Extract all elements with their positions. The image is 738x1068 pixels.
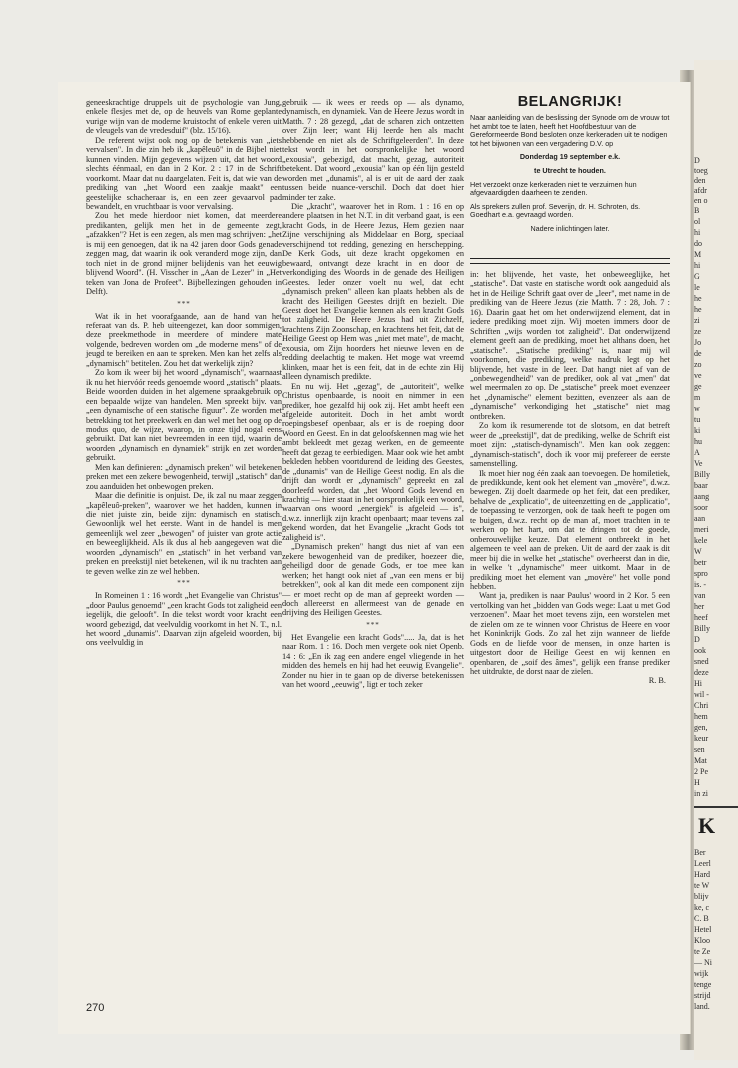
adjacent-page-text-fragment: C. B (694, 914, 709, 923)
adjacent-page-text-fragment: hi (694, 228, 701, 237)
adjacent-page-text-fragment: Leerl (694, 859, 711, 868)
adjacent-page-text-fragment: Jo (694, 338, 702, 347)
section-separator: *** (177, 579, 191, 588)
adjacent-page-text-fragment: sned (694, 657, 709, 666)
paragraph: Zo kom ik resumerende tot de slotsom, en dat betreft weer de „preekstijl", dat de prediking, welke de Schrift eist moet zijn: „statisch-dynamisch". Men kan ook zeggen: „dynamisch-statisch", doch ik voor mij prefereer de eerste samenstelling. (470, 421, 670, 469)
announcement-place: te Utrecht te houden. (534, 165, 606, 175)
adjacent-page-text-fragment: te Ze (694, 947, 711, 956)
adjacent-page-text-fragment: hi (694, 261, 701, 270)
adjacent-page-text-fragment: ge (694, 382, 702, 391)
adjacent-page-text-fragment: D (694, 156, 700, 165)
adjacent-page-text-fragment: w (694, 404, 700, 413)
adjacent-page-text-fragment: ki (694, 426, 701, 435)
announcement-date: Donderdag 19 september e.k. (519, 152, 621, 162)
adjacent-page-text-fragment: betr (694, 558, 707, 567)
adjacent-page-text-fragment: Ve (694, 459, 703, 468)
adjacent-page-text-fragment: ol (694, 217, 701, 226)
paragraph: Het Evangelie een kracht Gods"..... Ja, dat is het naar Rom. 1 : 16. Doch men vergete ook niet Openb. 14 : 6: „En ik zag een andere engel vliegende in het midden des hemels en hij had het eeuwig Evangelie". Zonder nu hier in te gaan op de diverse betekenissen van het woord „eeuwig", ligt er toch zeker (282, 632, 464, 690)
adjacent-page-text-fragment: meri (694, 525, 709, 534)
adjacent-page-text-fragment: do (694, 239, 702, 248)
paragraph: In Romeinen 1 : 16 wordt „het Evangelie van Christus" „door Paulus genoemd" „een kracht Gods tot zaligheid een iegelijk, die gelooft". In die tekst wordt voor kracht een woord gebezigd, dat veelvuldig voorkomt in het N. T., n.l. het woord „dunamis". Daarvan zijn afgeleid woorden, bij ons veelvuldig in (86, 591, 282, 648)
adjacent-page-text-fragment: tenge (694, 980, 712, 989)
announcement-text: Naar aanleiding van de beslissing der Synode om de vrouw tot het ambt toe te laten, heeft het Hoofdbestuur van de Gereformeerde Bond besloten onze kerkeraden uit te nodigen tot het bijwonen van een vergadering D.V. op (470, 113, 670, 148)
text-column-2 (282, 98, 464, 690)
adjacent-page-text-fragment: le (694, 283, 700, 292)
adjacent-page-text-fragment: Ber (694, 848, 706, 857)
adjacent-page-text-fragment: H (694, 778, 700, 787)
section-separator: *** (177, 299, 191, 308)
adjacent-page-text-fragment: toeg (694, 166, 708, 175)
adjacent-page-text-fragment: en o (694, 196, 708, 205)
adjacent-page-text-fragment: kele (694, 536, 708, 545)
adjacent-page-text-fragment: soor (694, 503, 708, 512)
adjacent-page-text-fragment: te W (694, 881, 710, 890)
adjacent-page-text-fragment: hu (694, 437, 702, 446)
adjacent-page-text-fragment: sen (694, 745, 705, 754)
paragraph: Zo kom ik weer bij het woord „dynamisch", waarnaast ik nu het hiervóór reeds genoemde woord „statisch" plaats. Beide woorden duiden in het algemene spraakgebruik op een bepaalde wijze van handelen. Men spreekt bijv. van „een dynamische of een statische figuur". Ze worden met betrekking tot het preekwerk en dan wel met het oog op de modus quo, de wijze, waarop, in onze tijd nogal eens gebruikt. Dat kan niet bevreemden in een tijd, waarin de woorden „dynamisch en dynamiek" strijk en zet worden gebruikt. (86, 368, 282, 463)
adjacent-page-text-fragment: aan (694, 514, 706, 523)
adjacent-page-text-fragment: he (694, 305, 702, 314)
text-column-1 (86, 98, 282, 648)
adjacent-page-text-fragment: zo (694, 360, 702, 369)
announcement-title: BELANGRIJK! (517, 94, 623, 110)
adjacent-page-text-fragment: — Ni (694, 958, 712, 967)
paragraph: Maar die definitie is onjuist. De, ik zal nu maar zeggen „kapêleuô-preken", waarover we het hadden, kunnen in die niet juiste zin, beide zijn: dynamisch en statisch. Gewoonlijk wel het eerste. Want in de handel is men gemeenlijk wel zeer „bewogen" of juister van grote actie en beweeglijkheid. Als ik dus al heb aangegeven wat die woorden „dynamisch" en „statisch" in het verband van preken en preekstijl niet betekenen, wil ik nu trachten aan te geven welke zin ze wel hebben. (86, 491, 282, 576)
adjacent-page-text-fragment: Hi (694, 679, 702, 688)
announcement-box (470, 94, 670, 234)
adjacent-page-text-fragment: hem (694, 712, 708, 721)
adjacent-page-text-fragment: de (694, 349, 702, 358)
adjacent-page-text-fragment: Chri (694, 701, 709, 710)
adjacent-page-text-fragment: keur (694, 734, 709, 743)
announcement-speakers: Als sprekers zullen prof. Severijn, dr. H. Schroten, ds. Goedhart e.a. gevraagd worden. (470, 201, 641, 220)
section-separator: *** (366, 620, 380, 629)
adjacent-page-text-fragment: ze (694, 327, 702, 336)
adjacent-page-text-fragment: is. - (694, 580, 706, 589)
adjacent-page-text-fragment: in zi (694, 789, 708, 798)
adjacent-page-text-fragment: m (694, 393, 701, 402)
paragraph: Want ja, prediken is naar Paulus' woord in 2 Kor. 5 een vertolking van het „bidden van Gods wege: Laat u met God verzoenen". Maar het moet tevens zijn, een worstelen met de zielen om ze te winnen voor Christus de Heere en voor het Koninkrijk Gods. Zo zal het zijn wanneer de liefde Gods en de liefde voor de mensen, in onze harten is uitgestort door de Heilige Geest en wij kennen en openbaren, de „soif des âmes", gelijk een franse prediker het uitdrukte, de dorst naar de zielen. (470, 591, 670, 677)
page-number: 270 (86, 1002, 105, 1014)
adjacent-page-text-fragment: B (694, 206, 700, 215)
adjacent-page-text-fragment: spro (694, 569, 708, 578)
adjacent-page-text-fragment: van (694, 591, 706, 600)
adjacent-page-text-fragment: W (694, 547, 702, 556)
paragraph: Die „kracht", waarover het in Rom. 1 : 16 en op andere plaatsen in het N.T. in dit verband gaat, is een kracht Gods, in de Heere Jezus, Hem gezien naar Zijne verschijning als Middelaar en Borg, speciaal verschijnend tot redding, genezing en herschepping. De Kerk Gods, uit deze kracht opgekomen en bewaard, ontvangt deze kracht in en door de verkondiging des Woords in de genade des Heiligen Geestes. Ieder onzer voelt nu wel, dat echt „dynamisch preken" alleen kan plaats hebben als de kracht des Heiligen Geestes drijft en bezielt. Die Geest doet het Evangelie kennen als een kracht Gods tot zaligheid. De Heere Jezus had uit Zichzelf, krachtens Zijn Zoonschap, en krachtens het feit, dat de Heilige Geest op Hem was „niet met mate", de macht, exousia, om Zijn hoorders het nieuwe leven en de redding deelachtig te maken. Het moge wat vreemd klinken, maar het is een feit, dat in de echte zin Hij alleen dynamisch predikte. (282, 201, 464, 382)
adjacent-page-text-fragment: aang (694, 492, 710, 501)
paragraph: Wat ik in het voorafgaande, aan de hand van het referaat van ds. P. heb uiteengezet, kan door sommigen, deze preekmethode in meerdere of mindere mate volgende, bedreven worden om „de moderne mens" of de jeugd te bereiken en aan te spreken. Men kan het zelfs als „dynamisch" betitelen. Zou het dat werkelijk zijn? (86, 311, 282, 368)
paragraph: De referent wijst ook nog op de betekenis van „iets vervalsen". In die zin heb ik „kapêleuô" in de Bijbel niet kunnen vinden. Mijn gegevens wijzen uit, dat het woord slechts éénmaal, en dan in 2 Kor. 2 : 17 in de Schrift voorkomt. Maar dat nu daargelaten. Feit is, dat wie van de prediking van „het Woord een zaakje maakt" een geestelijke schacheraar is, en een zeer gevaarvol pad bewandelt, en vruchtbaar is voor vervalsing. (86, 135, 282, 211)
adjacent-page-text-fragment: zi (694, 316, 700, 325)
adjacent-page-heading-fragment: K (698, 813, 716, 838)
author-signature: R. B. (648, 676, 666, 686)
adjacent-page-text-fragment: Hard (694, 870, 710, 879)
adjacent-page-text-fragment: Billy (694, 624, 711, 633)
announcement-text: Het verzoekt onze kerkeraden niet te verzuimen hun afgevaardigden daarheen te zenden. (470, 179, 637, 198)
announcement-footer: Nadere inlichtingen later. (530, 223, 610, 233)
adjacent-page-text-fragment: afdr (694, 186, 707, 195)
paragraph: En nu wij. Het „gezag", de „autoriteit", welke Christus openbaarde, is nooit en nimmer in een prediker, hoe gezalfd hij ook zij. Het ambt heeft een afgeleide autoriteit. Doch in het ambt wordt roepingsbesef openbaar, als er is de roeping door Woord en Geest. En in dat geloofskennen mag wie het ambt bekleedt met gezag werken, en de gemeente heeft dat gezag te eerbiedigen. Maar ook wie het ambt bekleden hebben voortdurend de leiding des Geestes, de „dunamis" van de Heilige Geest nodig. En als die drijft dan wordt er „dynamisch" gepreekt en zal doorleefd worden, dat „het Woord Gods levend en krachtig — hier staat in het oorspronkelijk een woord, waarvan ons woord „energiek" is afgeleid — is", d.w.z. innerlijk zijn kracht openbaart; maar tevens zal gekend worden, dat het Evangelie „kracht Gods tot zaligheid is". (282, 381, 464, 542)
adjacent-page-text-fragment: baar (694, 481, 708, 490)
adjacent-page-text-fragment: tu (694, 415, 701, 424)
adjacent-page-text-fragment: Billy (694, 470, 711, 479)
adjacent-page-text-fragment: land. (694, 1002, 710, 1011)
adjacent-page-text-fragment: ke, c (694, 903, 710, 912)
adjacent-page-text-fragment: D (694, 635, 700, 644)
adjacent-page-text-fragment: ook (694, 646, 706, 655)
adjacent-page-text-fragment: A (694, 448, 700, 457)
adjacent-page-text-fragment: gen, (694, 723, 708, 732)
adjacent-page-text-fragment: strijd (694, 991, 711, 1000)
adjacent-page-rule (694, 806, 738, 808)
paragraph: „Dynamisch preken" hangt dus niet af van een zekere bewogenheid van de prediker, hoezeer die, geheiligd door de genade Gods, er toe mee kan werken; het hangt ook niet af „van een mens er bij betrekken", ook al kan dit mede een component zijn — er moet recht op de man af gepreekt worden — doch allereerst en allermeest van de genade en drijving des Heiligen Geestes. (282, 542, 464, 618)
paragraph: Men kan definieren: „dynamisch preken" wil betekenen preken met een zekere bewogenheid, terwijl „statisch" dan zou aanduiden het onbewogen preken. (86, 462, 282, 491)
adjacent-page-text-fragment: G (694, 272, 700, 281)
adjacent-page-text-fragment: wijk (694, 969, 709, 978)
adjacent-page-text-fragment: deze (694, 668, 709, 677)
adjacent-page-text-fragment: M (694, 250, 702, 259)
adjacent-page-text-fragment: wil - (694, 690, 709, 699)
adjacent-page-text-fragment: he (694, 294, 702, 303)
adjacent-page-text-fragment: Mat (694, 756, 707, 765)
paragraph: Zou het mede hierdoor niet komen, dat meerdere predikanten, gelijk men het in de gemeente zegt, „afzakken"? Het is een zegen, als men mag schrijven: „het is mij een genoegen, dat ik na 42 jaren door Gods genade zeggen mag, dat waarin ik ook veranderd moge zijn, dan toch niet in de grond mijner belijdenis van het eeuwig blijvend Woord". (H. Visscher in „Aan de Lezer" in „Het teken van Jona de Profeet". Bijbellezingen gehouden in Delft). (86, 211, 282, 297)
paragraph: in: het blijvende, het vaste, het onbeweeglijke, het „statische". Dat vaste en statische wordt ook aangeduid als het in de Heilige Schrift gaat over de „leer", met name in de prediking van de Heere Jezus (zie Matth. 7 : 28, Joh. 7 : 16). Daarin gaat het om het onderwijzend element, dat in iedere prediking moet zijn. Wij moeten immers door de Schriften „wijs worden tot zaligheid". Dat onderwijzend element geeft aan de prediking, moet het althans doen, het „statische". „Statische prediking" is, naar mij wil voorkomen, die prediking, welke nadruk legt op het blijvende, het vaste in de leer. Dat hangt niet af van de „onbewegendheid" van de prediker, ook al vat „men" dat wel meermalen zo op. De „statische" preek moet evenzeer het „dynamische" element bezitten, evenzeer als aan de „dynamische" verkondiging het „statische" niet mag ontbreken. (470, 270, 670, 421)
adjacent-page-text-fragment: blijv (694, 892, 709, 901)
adjacent-page-edge (694, 60, 738, 1060)
adjacent-page-text-fragment: ve (694, 371, 702, 380)
paragraph: gebruik — ik wees er reeds op — als dynamo, dynamisch, en dynamiek. Van de Heere Jezus wordt in Matth. 7 : 28 gezegd, „dat de scharen zich ontzetten over Zijn leer; want Hij leerde hen als macht hebbende en niet als de Schriftgeleerden". In deze tekst wordt in het oorspronkelijke het woord „exousia", gebezigd, dat macht, gezag, autoriteit betekent. Dat woord „exousia" kan op één lijn gesteld worden met „dunamis", al is er uit de aard der zaak tussen beide nuance-verschil. Doch dat doet hier minder ter zake. (282, 98, 464, 202)
adjacent-page-text-fragment: heef (694, 613, 708, 622)
double-rule-divider (470, 258, 670, 264)
paragraph: Ik moet hier nog één zaak aan toevoegen. De homiletiek, de predikkunde, kent ook het element van „movère", d.w.z. bewegen. Zij doelt daarmede op het feit, dat een prediker, behalve de „explicatio", de uiteenzetting en de „applicatio", de toepassing te verzorgen, ook de taak heeft te pogen om te buigen, d.w.z. recht op de man af, moet trachten in te werken op het hart, om dat te dringen tot de goede, onberouwelijke keuze. Dat element ontbreekt in het algemeen te veel aan de preken. Uit de aard der zaak is dit meer bij die in welke het „statische" overheerst dan in die, in welke 't „dynamische" meer uitkomt. Maar in de prediking moet het element van „movère" het volle pond hebben. (470, 468, 670, 591)
adjacent-page-text-fragment: Hetel (694, 925, 712, 934)
paragraph: geneeskrachtige druppels uit de psychologie van Jung, enkele flesjes met de, op de heuvels van Rome geplante vurige wijn van de moderne kruistocht of enkele veren uit de vleugels van de vredesduif" (blz. 15/16). (86, 98, 282, 136)
adjacent-page-text-fragment: 2 Pe (694, 767, 708, 776)
adjacent-page-text-fragment: her (694, 602, 705, 611)
adjacent-page-text-fragment: Kloo (694, 936, 710, 945)
adjacent-page-text-fragment: den (694, 176, 706, 185)
text-column-3 (470, 270, 670, 686)
